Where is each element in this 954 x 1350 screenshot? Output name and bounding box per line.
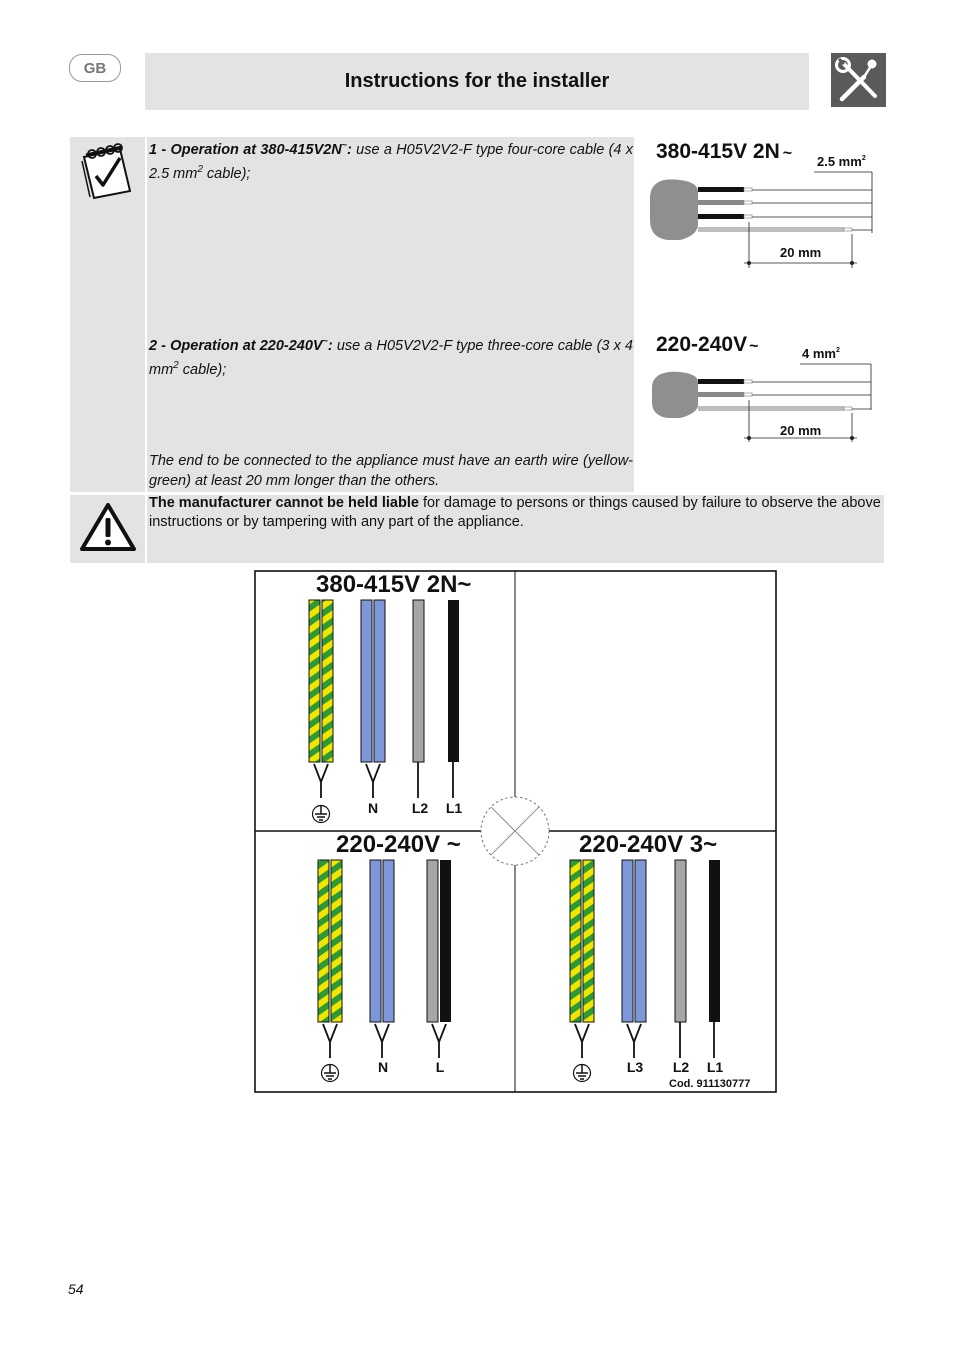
terminal-label: L2 (411, 800, 429, 816)
neutral-wire (370, 860, 381, 1022)
notes-panel (147, 137, 634, 492)
cable-section-sup: 2 (835, 347, 840, 354)
cable-section-label: 4 mm (802, 346, 836, 361)
terminal-panel-title: 220-240V 3~ (579, 831, 718, 858)
warning-icon-strip (70, 495, 145, 563)
terminal-label: N (367, 800, 379, 816)
terminal-label: L (435, 1059, 445, 1075)
neutral-wire (383, 860, 394, 1022)
terminal-label: L1 (445, 800, 463, 816)
neutral-wire (374, 600, 385, 762)
earth-ground-icon (574, 1065, 591, 1082)
neutral-wire (622, 860, 633, 1022)
liability-warning (149, 494, 883, 532)
terminal-board-diagram (254, 570, 778, 1095)
phase-wire-grey (675, 860, 686, 1022)
cable-diagram-tilde: ~ (782, 145, 793, 162)
terminal-panel-title: 220-240V ~ (336, 831, 461, 858)
language-badge: GB (69, 54, 121, 82)
notepad-check-icon (76, 141, 140, 201)
section-1-paragraph: 1 - Operation at 380-415V2N~: use a H05V2V2-F type four-core cable (4 x 2.5 $mm^2$ cable); (149, 140, 633, 182)
terminal-label: L1 (706, 1059, 724, 1075)
warning-triangle-icon (79, 501, 137, 553)
cable-section-label: 2.5 mm (817, 154, 862, 169)
page-number: 54 (68, 1281, 84, 1297)
terminal-label: N (377, 1059, 389, 1075)
svg-text:2.5 mm2 (817, 154, 866, 169)
cable-diagram-title: 220-240V (656, 333, 748, 356)
terminal-label: L2 (672, 1059, 690, 1075)
cable-length-label: 20 mm (780, 423, 822, 438)
svg-text:220-240V~ (656, 333, 758, 356)
svg-text:4 mm2 (802, 346, 840, 361)
cable-length-label: 20 mm (780, 245, 822, 260)
neutral-wire (635, 860, 646, 1022)
cable-diagram-title: 380-415V 2N (656, 140, 780, 163)
cable-section-sup: 2 (861, 155, 866, 162)
section-2-paragraph: 2 - Operation at 220-240V~: use a H05V2V2-F type three-core cable (3 x 4 $mm^2$ cable); (149, 336, 633, 378)
terminal-label: L3 (626, 1059, 644, 1075)
cable-diagram-380v (640, 136, 885, 276)
earth-ground-icon (313, 806, 330, 823)
terminal-panel-title: 380-415V 2N~ (316, 571, 472, 598)
liability-warning-bold: The manufacturer cannot be held liable (149, 495, 419, 511)
liability-warning-rest: for damage to persons or things caused by failure to observe the above instructions or by tampering with any part of the appliance. (149, 495, 881, 530)
phase-wire-grey (427, 860, 438, 1022)
cable-diagram-tilde: ~ (749, 338, 759, 355)
cable-diagram-220v (640, 330, 885, 450)
neutral-wire (361, 600, 372, 762)
notes-icon-strip (70, 137, 145, 492)
phase-wire-grey (413, 600, 424, 762)
page-header (145, 53, 809, 110)
phase-wire-black (709, 860, 720, 1022)
product-code: Cod. 911130777 (669, 1078, 751, 1090)
phase-wire-black (440, 860, 451, 1022)
earth-ground-icon (322, 1065, 339, 1082)
phase-wire-black (448, 600, 459, 762)
screwdriver-wrench-icon (831, 53, 886, 107)
earth-wire-note: The end to be connected to the appliance must have an earth wire (yellow-green) at least 20 mm longer than the others. (149, 453, 633, 489)
svg-text:380-415V 2N~ (656, 140, 792, 163)
page-title: Instructions for the installer (344, 70, 610, 92)
